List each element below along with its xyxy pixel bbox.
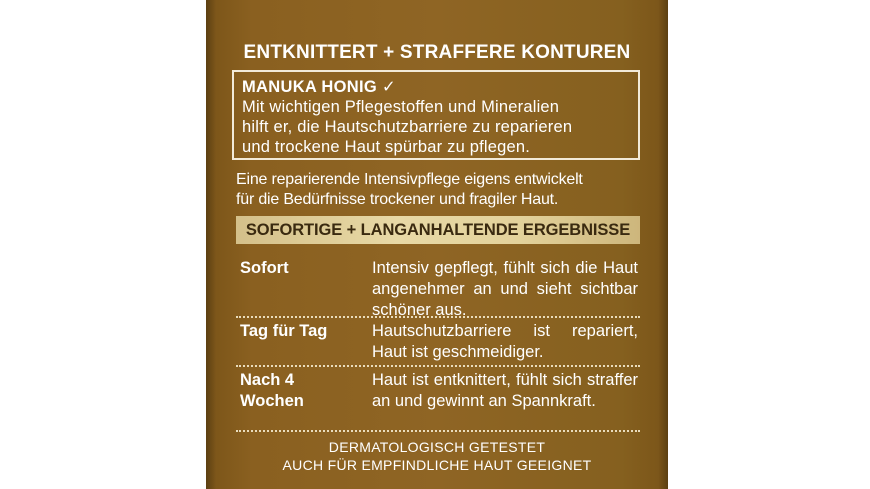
result-description: Haut ist entknittert, fühlt sich straffer an und gewinnt an Spannkraft. bbox=[372, 371, 638, 410]
headline: ENTKNITTERT + STRAFFERE KONTUREN bbox=[243, 42, 631, 63]
dotted-divider bbox=[236, 365, 640, 367]
intro-text bbox=[236, 170, 646, 210]
packaging-panel bbox=[206, 0, 668, 489]
footer-line-2: AUCH FÜR EMPFINDLICHE HAUT GEEIGNET bbox=[282, 457, 592, 473]
footer-line-1: DERMATOLOGISCH GETESTET bbox=[328, 439, 546, 455]
manuka-line-1: Mit wichtigen Pflegestoffen und Mineralien bbox=[242, 98, 560, 116]
results-banner: SOFORTIGE + LANGANHALTENDE ERGEBNISSE bbox=[236, 216, 640, 244]
dotted-divider bbox=[236, 316, 640, 318]
result-term: Nach 4 Wochen bbox=[240, 371, 304, 410]
manuka-line-2: hilft er, die Hautschutzbarriere zu reparieren bbox=[242, 118, 573, 136]
result-description: Intensiv gepflegt, fühlt sich die Haut angenehmer an und sieht sichtbar schöner aus. bbox=[372, 259, 638, 319]
manuka-line-3: und trockene Haut spürbar zu pflegen. bbox=[242, 138, 531, 156]
result-term: Tag für Tag bbox=[240, 322, 328, 340]
footer-claims bbox=[206, 438, 668, 474]
intro-line-1: Eine reparierende Intensivpflege eigens entwickelt bbox=[236, 171, 583, 188]
result-term: Sofort bbox=[240, 259, 289, 277]
result-description: Hautschutzbarriere ist repariert, Haut ist geschmeidiger. bbox=[372, 322, 638, 361]
manuka-title: MANUKA HONIG ✓ bbox=[242, 78, 396, 96]
dotted-divider bbox=[236, 430, 640, 432]
manuka-honey-box bbox=[232, 70, 640, 160]
intro-line-2: für die Bedürfnisse trockener und fragiler Haut. bbox=[236, 191, 559, 208]
